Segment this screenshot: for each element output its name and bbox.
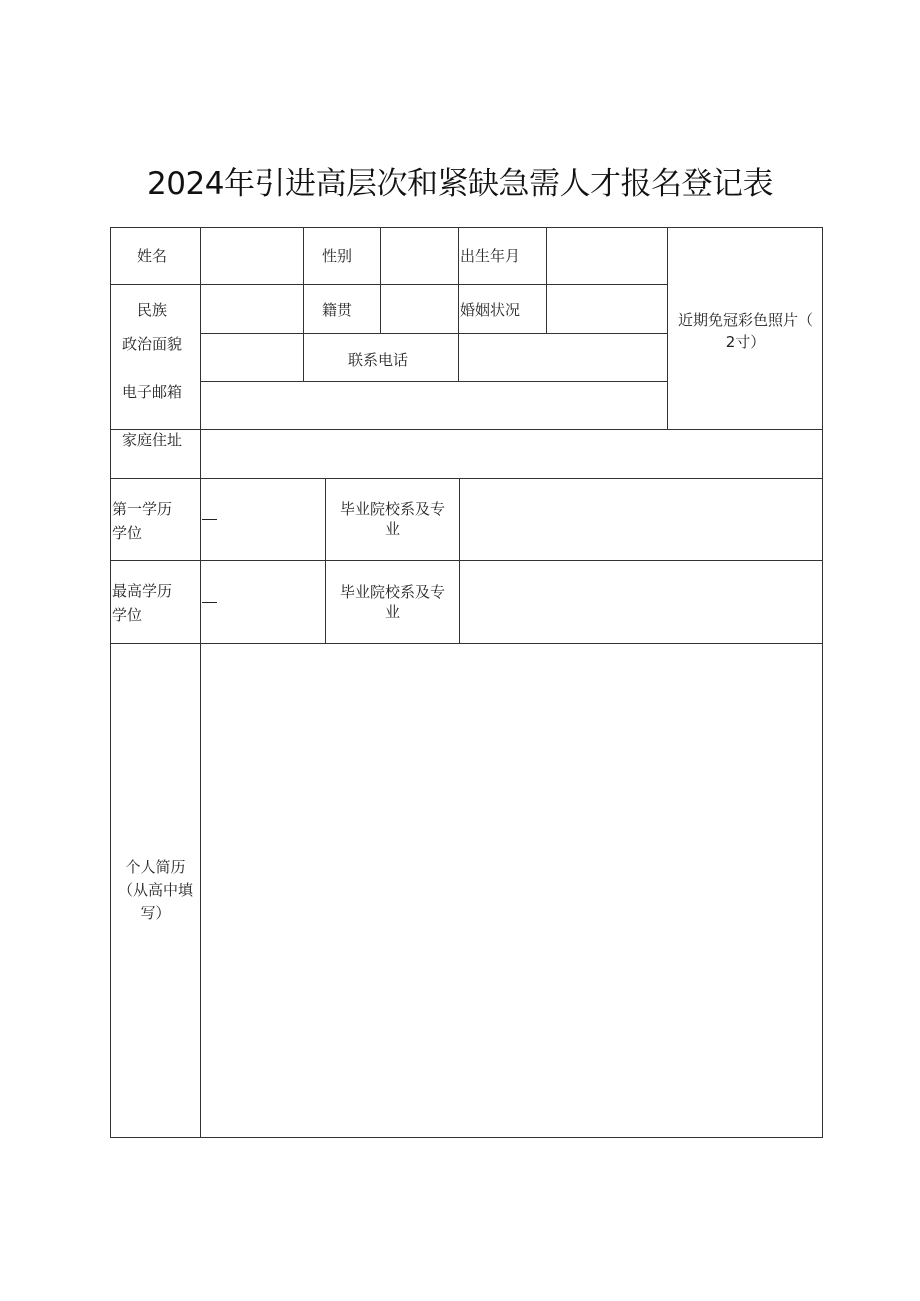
label-native-place: 籍贯 (322, 301, 353, 319)
row-divider-3 (200, 381, 668, 382)
page-title: 2024年引进高层次和紧缺急需人才报名登记表 (147, 166, 773, 202)
first-school-major-line1: 毕业院校系及专 (339, 500, 445, 518)
highest-school-major-line2: 业 (384, 603, 400, 621)
table-border-top (110, 227, 823, 228)
row-divider-6 (110, 560, 823, 561)
col-divider-3 (380, 227, 381, 333)
table-border-left (110, 227, 111, 1138)
first-school-major-line2: 业 (384, 520, 400, 538)
label-political-status: 政治面貌 (122, 335, 183, 353)
col-divider-label (200, 227, 201, 1138)
resume-line3: 写） (140, 904, 171, 922)
col-divider-5 (546, 227, 547, 333)
label-gender: 性别 (322, 247, 353, 265)
label-highest-degree-line1: 最高学历 (112, 582, 173, 600)
photo-label-line2: 2寸） (725, 333, 766, 351)
highest-degree-dash (202, 602, 217, 603)
resume-line1: 个人简历 (125, 858, 186, 876)
highest-school-major-line1: 毕业院校系及专 (339, 583, 445, 601)
label-birth: 出生年月 (460, 247, 521, 265)
label-ethnicity: 民族 (137, 301, 168, 319)
photo-label-line1: 近期免冠彩色照片（ (677, 311, 813, 329)
row-divider-7 (110, 643, 823, 644)
label-first-school-major (326, 499, 459, 539)
col-divider-4 (458, 227, 459, 382)
label-name: 姓名 (137, 247, 168, 265)
row-divider-1 (110, 284, 668, 285)
row-divider-4 (110, 429, 823, 430)
label-email: 电子邮箱 (122, 383, 183, 401)
first-degree-dash (202, 519, 217, 520)
label-phone: 联系电话 (348, 351, 409, 369)
col-divider-2 (303, 227, 304, 382)
label-resume (111, 856, 200, 925)
label-first-degree-line1: 第一学历 (112, 500, 173, 518)
label-highest-degree-line2: 学位 (112, 606, 143, 624)
label-first-degree (112, 497, 172, 545)
table-border-bottom (110, 1137, 823, 1138)
label-first-degree-line2: 学位 (112, 524, 143, 542)
row-divider-5 (110, 478, 823, 479)
col-divider-degree-2 (459, 478, 460, 644)
label-highest-degree (112, 579, 172, 627)
label-home-address: 家庭住址 (122, 431, 183, 449)
col-divider-photo (667, 227, 668, 430)
photo-placeholder (669, 309, 822, 353)
row-divider-2 (200, 333, 668, 334)
resume-line2: （从高中填 (117, 881, 193, 899)
table-border-right (822, 227, 823, 1138)
label-highest-school-major (326, 582, 459, 622)
label-marital-status: 婚姻状况 (460, 301, 521, 319)
